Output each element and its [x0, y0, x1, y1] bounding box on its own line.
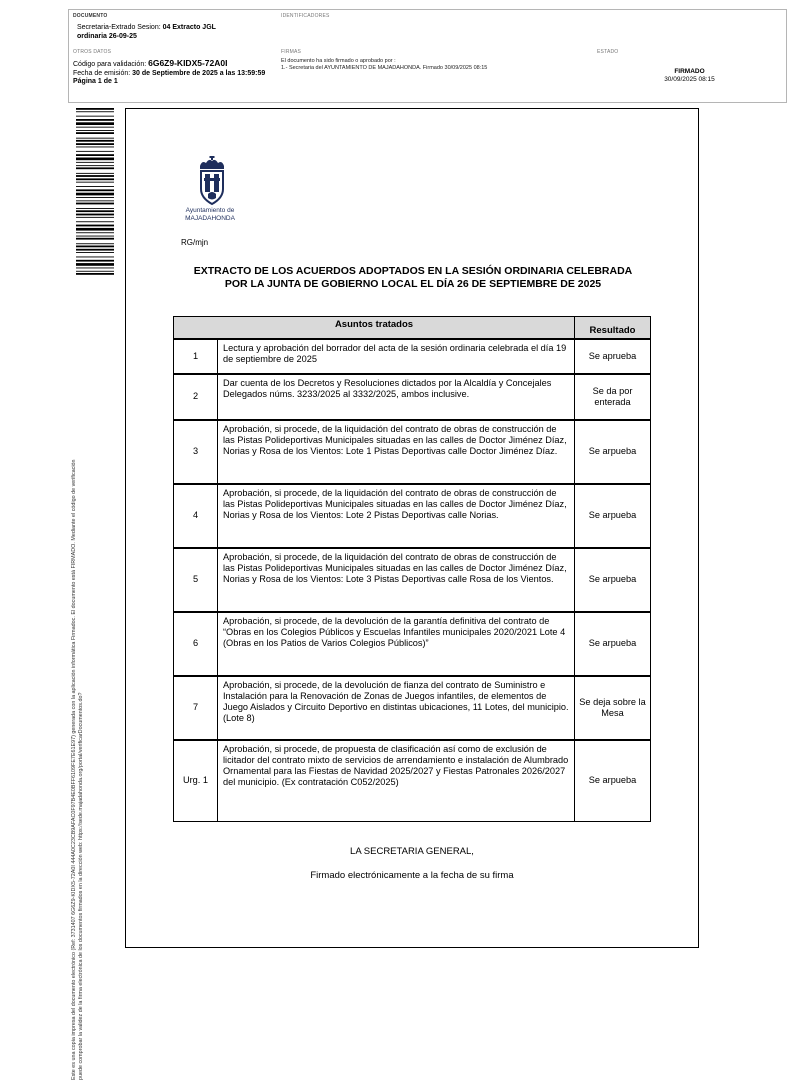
validation-code: 6G6Z9-KIDX5-72A0I: [148, 58, 228, 68]
barcode-bar: [76, 130, 114, 131]
estado-cell: [593, 46, 786, 102]
verification-side-text: Este es una copia impresa del documento electrónico (Ref: 3731407 6G6Z9-KIDX5-72A0I 444A0C23CB9AFAC0F97B4E0BFF6109FE7E61E97) generada con la aplicación informática Firmadoc. El documento está FIRMADO. Mediante el código de verificación puede comprobar la validez de la firma electrónica de los documentos firmados en la dirección web: https://sede.majadahonda.org/portal/verificarDocumentos.do?: [71, 459, 84, 1080]
header-resultado: Resultado: [575, 317, 651, 339]
table-row: [174, 740, 651, 822]
row-result: Se deja sobre la Mesa: [575, 676, 651, 740]
firmas-cell: [277, 46, 593, 102]
barcode-bar: [76, 138, 114, 139]
barcode-bar: [76, 175, 114, 177]
barcode-bar: [76, 151, 114, 152]
barcode-bar: [76, 116, 114, 117]
table-row: [174, 484, 651, 548]
otros-datos-cell: [69, 46, 277, 102]
identificadores-label: IDENTIFICADORES: [281, 13, 330, 19]
otros-datos-label: OTROS DATOS: [73, 49, 112, 55]
barcode-bar: [76, 165, 114, 166]
row-result: Se arpueba: [575, 548, 651, 612]
barcode-bar: [76, 154, 114, 156]
barcode-bar: [76, 127, 114, 128]
majadahonda-crest-icon: [186, 156, 238, 208]
barcode-bar: [76, 140, 114, 142]
agreements-table: [173, 316, 651, 822]
document-heading: EXTRACTO DE LOS ACUERDOS ADOPTADOS EN LA SESIÓN ORDINARIA CELEBRADA POR LA JUNTA DE GOBIERNO LOCAL EL DÍA 26 DE SEPTIEMBRE DE 2025: [193, 265, 633, 290]
document-header: [68, 9, 787, 103]
row-subject: Aprobación, si procede, de propuesta de clasificación así como de exclusión de licitador del contrato mixto de servicios de arrendamiento e instalación de Alumbrado Ornamental para las Fiestas de Navidad 2025/2027 y Fiestas Patronales 2026/2027 del municipio. (Ex contratación C052/2025): [218, 740, 575, 822]
row-number: 1: [174, 339, 218, 374]
row-subject: Aprobación, si procede, de la liquidación del contrato de obras de construcción de las Pistas Polideportivas Municipales situadas en las calles de Doctor Jiménez Díaz, Norias y Rosa de los Vientos: Lote 1 Pistas Deportivas calle Doctor Jiménez Díaz.: [218, 420, 575, 484]
barcode-bar: [76, 111, 114, 112]
barcode-bar: [76, 178, 114, 180]
row-subject: Aprobación, si procede, de la liquidación del contrato de obras de construcción de las Pistas Polideportivas Municipales situadas en las calles de Doctor Jiménez Díaz, Norias y Rosa de los Vientos: Lote 3 Pistas Deportivas calle Rosa de los Vientos.: [218, 548, 575, 612]
firmas-label: FIRMAS: [281, 49, 302, 55]
row-number: 6: [174, 612, 218, 676]
barcode-bar: [76, 122, 114, 125]
estado-status: FIRMADO 30/09/2025 08:15: [664, 68, 715, 83]
row-result: Se arpueba: [575, 612, 651, 676]
row-result: Se arpueba: [575, 484, 651, 548]
row-result: Se arpueba: [575, 420, 651, 484]
barcode-bar: [76, 147, 114, 148]
validation-info: Código para validación: 6G6Z9-KIDX5-72A0I Fecha de emisión: 30 de Septiembre de 2025 a las 13:59:59 Página 1 de 1: [73, 58, 266, 85]
table-row: [174, 374, 651, 420]
row-number: Urg. 1: [174, 740, 218, 822]
header-asuntos: Asuntos tratados: [174, 317, 575, 339]
table-row: [174, 548, 651, 612]
row-result: Se arpueba: [575, 740, 651, 822]
row-result: Se da por enterada: [575, 374, 651, 420]
row-number: 4: [174, 484, 218, 548]
barcode-bar: [76, 158, 114, 161]
barcode-bar: [76, 119, 114, 121]
row-subject: Dar cuenta de los Decretos y Resoluciones dictados por la Alcaldía y Concejales Delegados núms. 3233/2025 al 3332/2025, ambos inclusive.: [218, 374, 575, 420]
table-row: [174, 676, 651, 740]
barcode-bar: [76, 162, 114, 163]
table-row: [174, 339, 651, 374]
barcode-bar: [76, 108, 114, 110]
row-subject: Lectura y aprobación del borrador del acta de la sesión ordinaria celebrada el día 19 de septiembre de 2025: [218, 339, 575, 374]
identificadores-cell: [277, 10, 786, 46]
document-title: Secretaria-Extrado Sesion: 04 Extracto JGL ordinaria 26-09-25: [77, 24, 216, 40]
estado-label: ESTADO: [597, 49, 619, 55]
row-number: 2: [174, 374, 218, 420]
row-number: 5: [174, 548, 218, 612]
document-label: DOCUMENTO: [73, 13, 108, 19]
row-subject: Aprobación, si procede, de la liquidación del contrato de obras de construcción de las Pistas Polideportivas Municipales situadas en las calles de Doctor Jiménez Díaz, Norias y Rosa de los Vientos: Lote 2 Pistas Deportivas calle Norias.: [218, 484, 575, 548]
barcode-bar: [76, 167, 114, 169]
barcode-bar: [76, 182, 114, 183]
barcode-bar: [76, 132, 114, 134]
document-cell: [69, 10, 277, 46]
logo-caption: Ayuntamiento de MAJADAHONDA: [185, 207, 235, 222]
barcode-bar: [76, 173, 114, 174]
firmas-text: El documento ha sido firmado o aprobado por : 1.- Secretaria del AYUNTAMIENTO DE MAJADAHONDA. Firmado 30/09/2025 08:15: [281, 58, 488, 71]
row-result: Se aprueba: [575, 339, 651, 374]
row-subject: Aprobación, si procede, de la devolución de la garantía definitiva del contrato de “Obras en los Colegios Públicos y Escuelas Infantiles municipales 2020/2021 Lote 4 (Obras en los Patios de Varios Colegios Públicos)”: [218, 612, 575, 676]
reference-initials: RG/mjn: [181, 238, 209, 247]
table-row: [174, 420, 651, 484]
row-number: 3: [174, 420, 218, 484]
row-number: 7: [174, 676, 218, 740]
barcode-bar: [76, 186, 114, 187]
signature-title: LA SECRETARIA GENERAL,: [350, 846, 474, 857]
page-count: Página 1 de 1: [73, 78, 118, 85]
emission-date: 30 de Septiembre de 2025 a las 13:59:59: [132, 69, 266, 77]
row-subject: Aprobación, si procede, de la devolución de fianza del contrato de Suministro e Instalación para la Renovación de Zonas de Juegos infantiles, de elementos de Juego Aislados y Circuito Deportivo en distintas ubicaciones, 11 Lotes, del municipio. (Lote 8): [218, 676, 575, 740]
signature-note: Firmado electrónicamente a la fecha de su firma: [310, 870, 514, 881]
barcode-bar: [76, 143, 114, 145]
table-row: [174, 612, 651, 676]
